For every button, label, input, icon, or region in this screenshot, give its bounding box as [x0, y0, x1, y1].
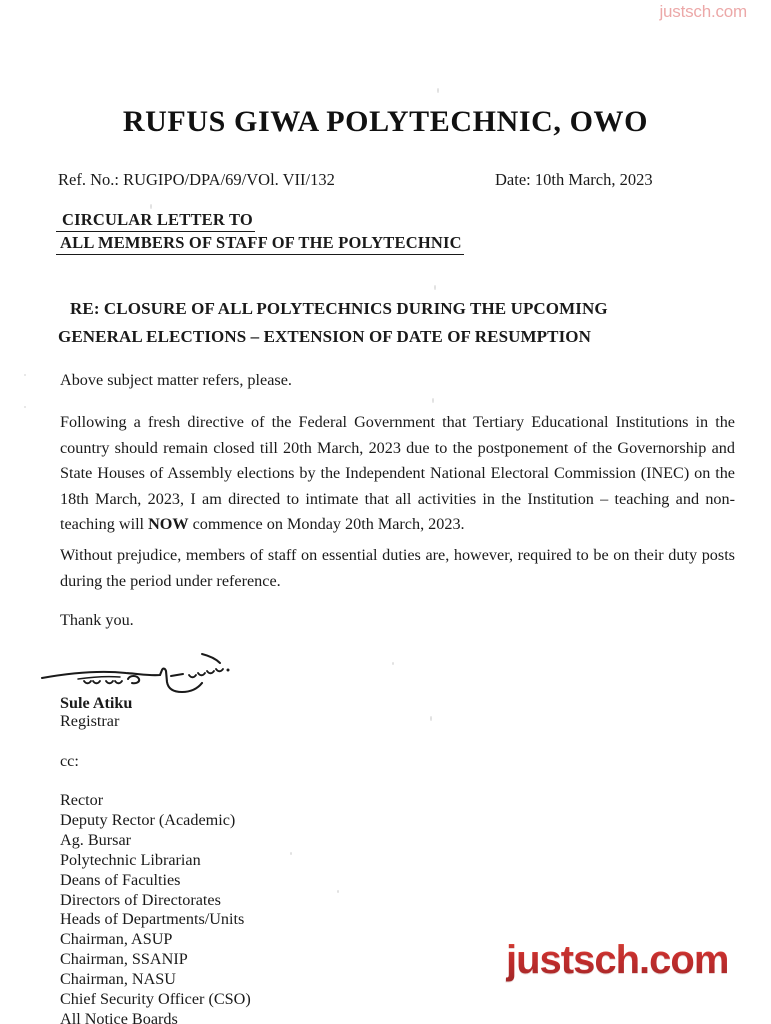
- body-closing-paragraph: Without prejudice, members of staff on essential duties are, however, required to be on their duty posts during the period under reference.: [60, 546, 735, 590]
- circular-heading-line-1: CIRCULAR LETTER TO: [56, 209, 255, 232]
- letter-meta: [58, 170, 718, 190]
- list-item: Deputy Rector (Academic): [60, 810, 236, 829]
- reference-number: Ref. No.: RUGIPO/DPA/69/VOl. VII/132: [58, 170, 335, 189]
- list-item: Deans of Faculties: [60, 870, 181, 889]
- cc-recipient-list: [60, 791, 251, 1024]
- signatory-name: Sule Atiku: [60, 694, 133, 712]
- subject-line-1: RE: CLOSURE OF ALL POLYTECHNICS DURING THE UPCOMING: [70, 299, 608, 318]
- cc-label: cc:: [60, 752, 79, 770]
- scan-speck: [24, 374, 26, 376]
- body-intro: Above subject matter refers, please.: [60, 371, 292, 389]
- body-main-paragraph: [60, 410, 735, 538]
- list-item: Ag. Bursar: [60, 830, 132, 849]
- list-item: Chairman, SSANIP: [60, 950, 188, 969]
- scan-speck: [337, 890, 339, 893]
- body-thanks: Thank you.: [60, 611, 134, 629]
- body-main-emphasis: NOW: [148, 515, 189, 533]
- signatory-role: Registrar: [60, 712, 120, 730]
- scan-speck: [290, 852, 292, 855]
- list-item: Polytechnic Librarian: [60, 850, 201, 869]
- signature-mark: [40, 648, 260, 700]
- list-item: Directors of Directorates: [60, 890, 221, 909]
- scan-speck: [432, 398, 434, 403]
- list-item: All Notice Boards: [60, 1009, 178, 1024]
- list-item: Chief Security Officer (CSO): [60, 990, 251, 1009]
- watermark-top: justsch.com: [659, 2, 747, 21]
- letter-date: Date: 10th March, 2023: [495, 170, 653, 189]
- list-item: Heads of Departments/Units: [60, 910, 245, 929]
- subject-line: [58, 295, 728, 351]
- list-item: Chairman, NASU: [60, 970, 176, 989]
- scan-speck: [434, 285, 436, 290]
- list-item: Rector: [60, 791, 104, 809]
- circular-heading-line-2: ALL MEMBERS OF STAFF OF THE POLYTECHNIC: [56, 232, 464, 255]
- body-main-part1: Following a fresh directive of the Federal Government that Tertiary Educational Institutions in the country should remain closed till 20th March, 2023 due to the postponement of the Governorship and State Houses of Assembly elections by the Independent National Electoral Commission (INEC) on the 18th March, 2023, I am directed to intimate that all activities in the Institution – teaching and non-teaching will: [60, 413, 735, 533]
- subject-line-2: GENERAL ELECTIONS – EXTENSION OF DATE OF RESUMPTION: [58, 327, 591, 346]
- list-item: Chairman, ASUP: [60, 930, 173, 949]
- body-main-part2: commence on Monday 20th March, 2023.: [188, 515, 465, 533]
- scan-speck: [392, 662, 394, 665]
- scan-speck: [24, 406, 26, 408]
- scan-speck: [430, 716, 432, 721]
- circular-heading: [56, 209, 464, 255]
- watermark-bottom: justsch.com: [506, 938, 729, 982]
- scan-speck: [437, 88, 439, 93]
- page-title: RUFUS GIWA POLYTECHNIC, OWO: [122, 105, 649, 138]
